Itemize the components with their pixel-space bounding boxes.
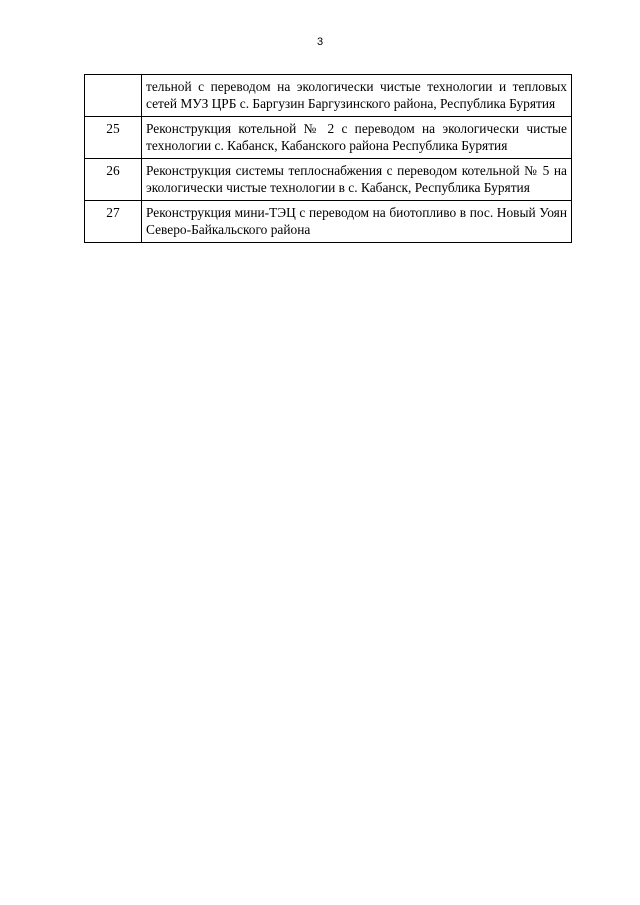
row-text: Реконструкция мини-ТЭЦ с переводом на биотопливо в пос. Новый Уоян Северо-Байкальского района [142,201,572,243]
table-row [85,159,572,201]
row-number: 26 [85,159,142,201]
page-number: 3 [316,36,324,48]
row-text: Реконструкция системы теплоснабжения с переводом котельной № 5 на экологически чистые технологии в с. Кабанск, Республика Бурятия [142,159,572,201]
row-number: 25 [85,117,142,159]
row-number: 27 [85,201,142,243]
table-row [85,117,572,159]
table-row [85,201,572,243]
projects-table [84,74,572,243]
row-text: тельной с переводом на экологически чистые технологии и тепловых сетей МУЗ ЦРБ с. Баргузин Баргузинского района, Республика Бурятия [142,75,572,117]
row-text: Реконструкция котельной № 2 с переводом на экологически чистые технологии с. Кабанск, Кабанского района Республика Бурятия [142,117,572,159]
table-row [85,75,572,117]
row-number [85,75,142,117]
